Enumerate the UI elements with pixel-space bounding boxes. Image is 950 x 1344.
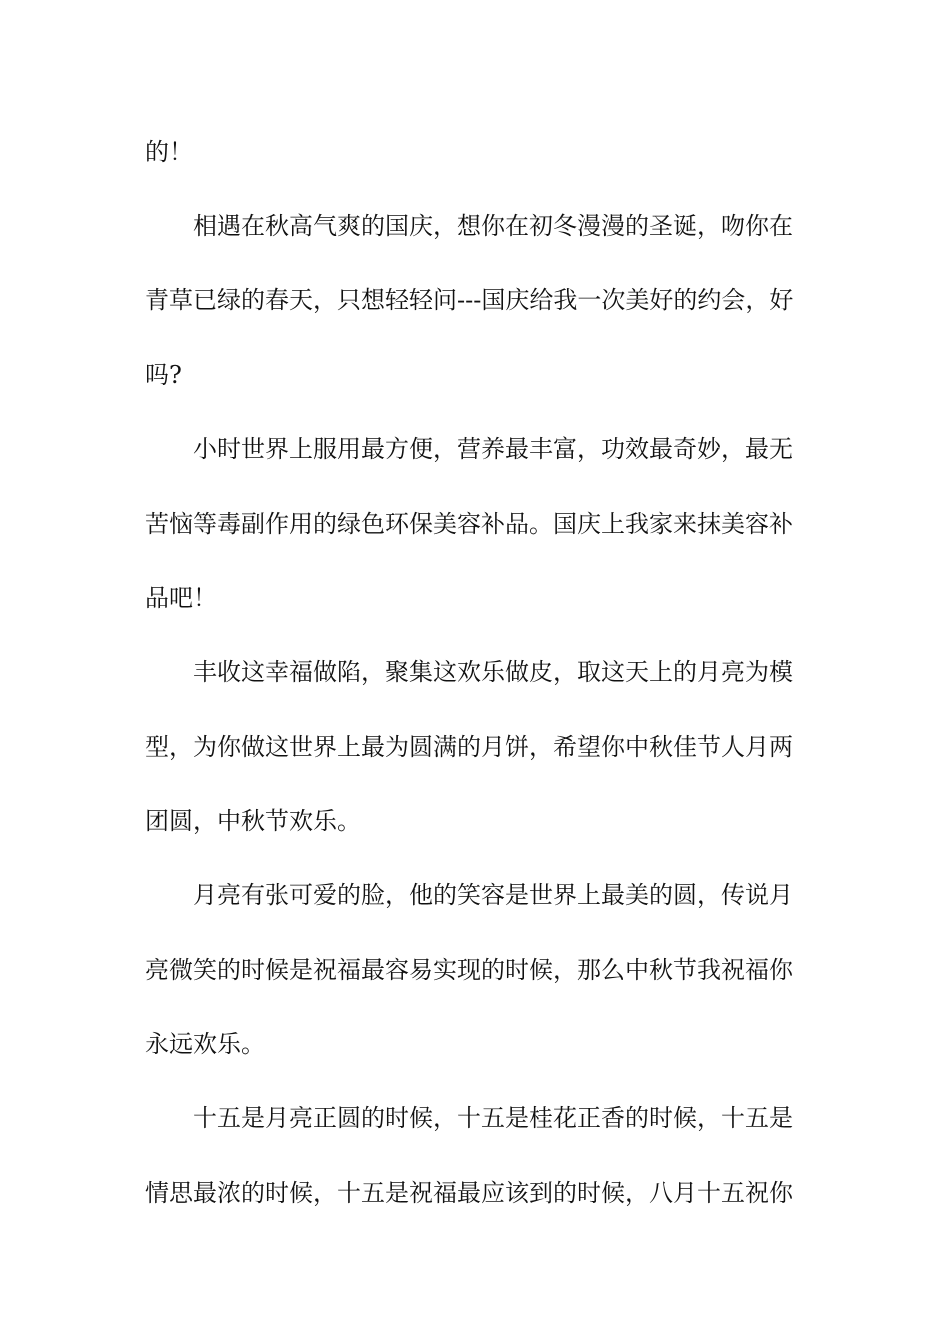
text-line: 团圆，中秋节欢乐。 [145, 807, 361, 835]
text-line: 的！ [145, 138, 193, 166]
text-line: 情思最浓的时候，十五是祝福最应该到的时候，八月十五祝你 [145, 1179, 793, 1207]
paragraph-first-line: 小时世界上服用最方便，营养最丰富，功效最奇妙，最无 [193, 435, 793, 463]
text-line: 品吧！ [145, 584, 217, 612]
text-line: 青草已绿的春天，只想轻轻问---国庆给我一次美好的约会，好 [145, 286, 794, 314]
text-line: 永远欢乐。 [145, 1030, 265, 1058]
text-line: 型，为你做这世界上最为圆满的月饼，希望你中秋佳节人月两 [145, 733, 793, 761]
paragraph-first-line: 丰收这幸福做陷，聚集这欢乐做皮，取这天上的月亮为模 [193, 658, 793, 686]
paragraph-first-line: 相遇在秋高气爽的国庆，想你在初冬漫漫的圣诞，吻你在 [193, 212, 793, 240]
text-line: 吗? [145, 361, 182, 389]
paragraph-first-line: 十五是月亮正圆的时候，十五是桂花正香的时候，十五是 [193, 1104, 793, 1132]
text-line: 亮微笑的时候是祝福最容易实现的时候，那么中秋节我祝福你 [145, 956, 793, 984]
paragraph-first-line: 月亮有张可爱的脸，他的笑容是世界上最美的圆，传说月 [193, 881, 793, 909]
text-line: 苦恼等毒副作用的绿色环保美容补品。国庆上我家来抹美容补 [145, 510, 793, 538]
